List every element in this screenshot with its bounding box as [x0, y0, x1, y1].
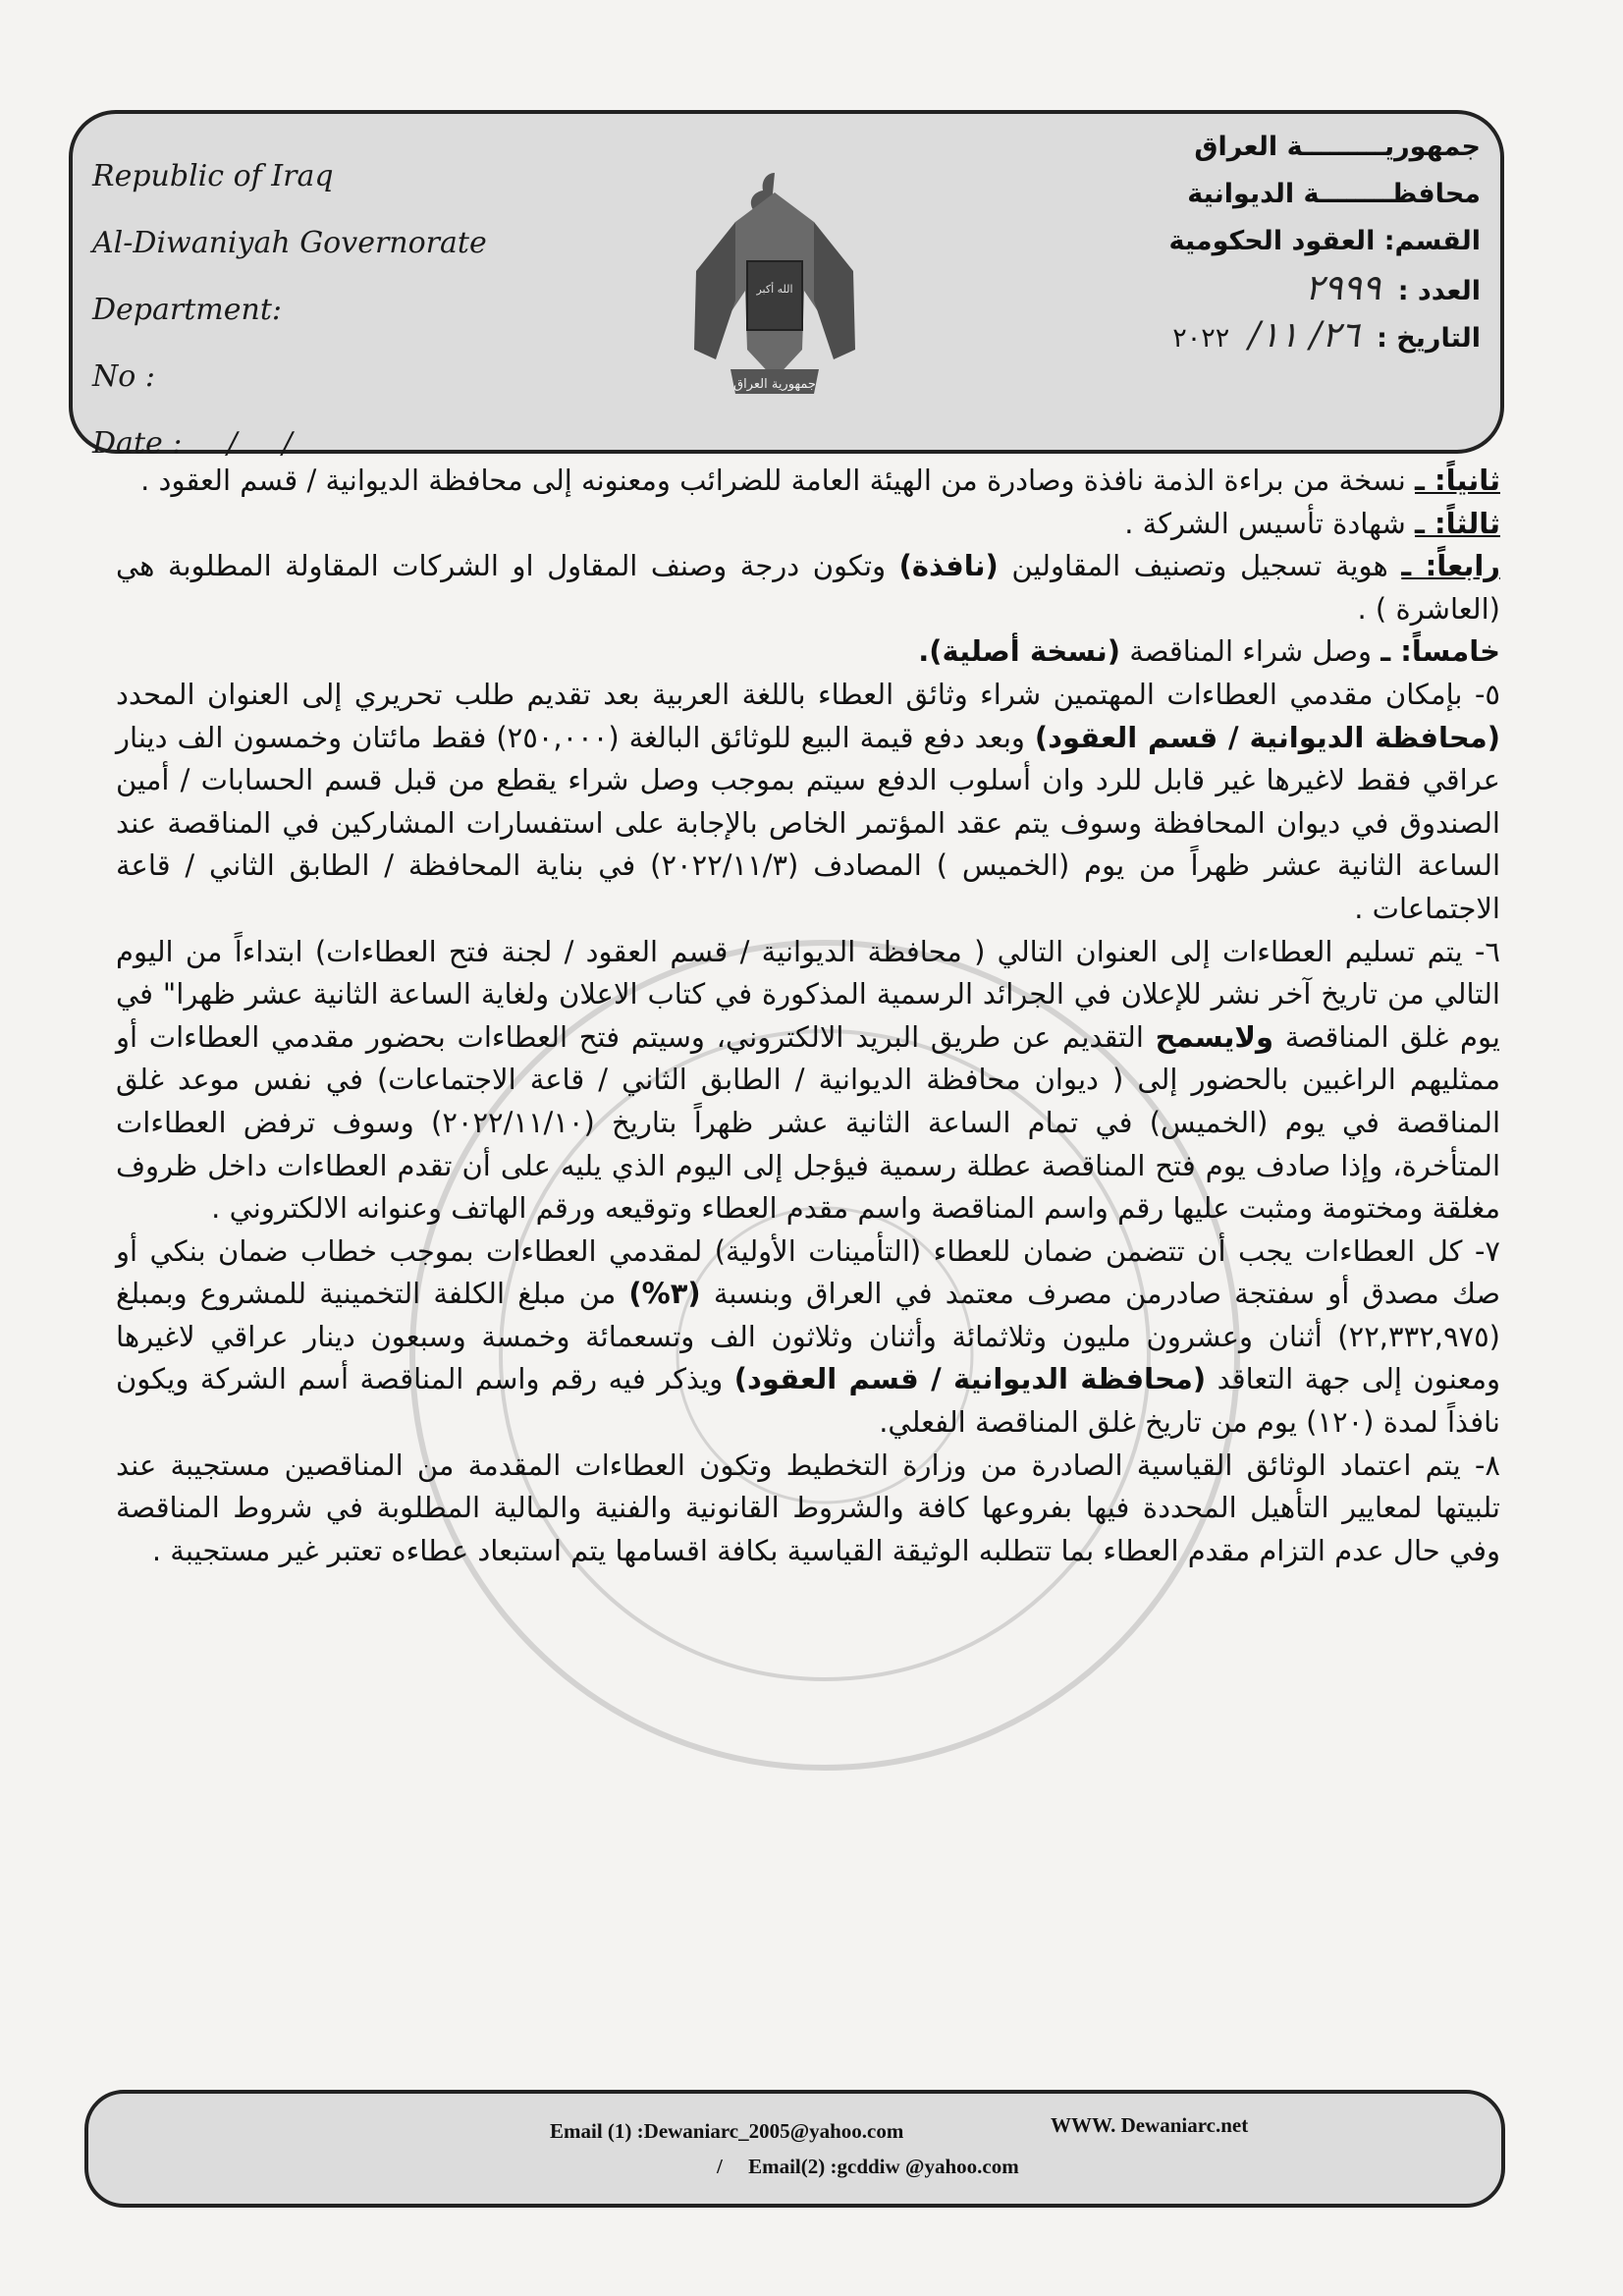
clause-rabiaan-text-2: وتكون درجة وصنف المقاول او الشركات المقاولة المطلوبة هي (العاشرة ) . — [116, 549, 1500, 626]
clause-rabiaan-text-1: هوية تسجيل وتصنيف المقاولين — [998, 549, 1402, 583]
paragraph-5-text-a: ٥- بإمكان مقدمي العطاءات المهتمين شراء وثائق العطاء باللغة العربية بعد تقديم طلب تحريري إلى العنوان المحدد — [116, 677, 1500, 711]
en-governorate: Al-Diwaniyah Governorate — [92, 226, 487, 260]
paragraph-6-text-a: ٦- يتم تسليم العطاءات إلى العنوان التالي ( محافظة الديوانية / قسم العقود / لجنة فتح العطاءات) ابتداءاً من اليوم التالي من تاريخ آخر نشر للإعلان في الجرائد الرسمية المذكورة في كتاب الاعلان ولغاية الساعة الثانية عشر ظهرا" في يوم غلق المناقصة — [116, 934, 1500, 1054]
paragraph-5-text-b: وبعد دفع قيمة البيع للوثائق البالغة (٢٥٠,٠٠٠) فقط مائتان وخمسون الف دينار عراقي فقط لاغيرها غير قابل للرد وان أسلوب الدفع سيتم بموجب وصل شراء يقطع من قبل قسم الحسابات / أمين الصندوق في ديوان المحافظة وسوف يتم عقد المؤتمر الخاص بالإجابة على استفسارات المشاركين في المناقصة عند الساعة الثانية عشر ظهراً من يوم (الخميس ) المصادف (٢٠٢٢/١١/٣) في بناية المحافظة / الطابق الثاني / قاعة الاجتماعات . — [116, 720, 1500, 925]
en-department: Department: — [92, 293, 282, 327]
paragraph-5 — [116, 674, 1500, 931]
clause-thaniyan-label: ثانياً: ـ — [1415, 464, 1500, 497]
footer-email-2: Email(2) :gcddiw @yahoo.com — [748, 2155, 1019, 2178]
document-body — [116, 460, 1500, 1572]
arabic-letterhead — [1068, 124, 1481, 359]
clause-thalithan — [116, 503, 1500, 546]
paragraph-7-text-c: ويذكر فيه رقم واسم المناقصة أسم الشركة ويكون نافذاً لمدة (١٢٠) يوم من تاريخ غلق المناقصة الفعلي. — [116, 1362, 1500, 1440]
clause-thalithan-text: شهادة تأسيس الشركة . — [1124, 506, 1415, 540]
paragraph-7-bold-1: (٣%) — [628, 1277, 701, 1311]
footer-email-1: Email (1) :Dewaniarc_2005@yahoo.com — [550, 2119, 904, 2143]
en-number: No : — [92, 359, 155, 394]
paragraph-7-text-b: من مبلغ الكلفة التخمينية للمشروع وبمبلغ (٢٢,٣٣٢,٩٧٥) أثنان وعشرون مليون وثلاثمائة وأثنان وثلاثون الف وتسعمائة وخمسة وسبعون دينار عراقي لاغيرها ومعنون إلى جهة التعاقد — [116, 1277, 1500, 1396]
paragraph-7-bold-2: (محافظة الديوانية / قسم العقود) — [733, 1362, 1207, 1396]
paragraph-7 — [116, 1230, 1500, 1445]
en-date-slash-1: / — [227, 426, 238, 461]
ar-date-year: ٢٠٢٢ — [1172, 323, 1230, 354]
letterhead — [69, 110, 1504, 461]
en-date-slash-2: / — [282, 426, 293, 461]
en-republic: Republic of Iraq — [92, 159, 334, 193]
iraq-eagle-emblem-icon — [676, 153, 873, 418]
footer-slash: / — [717, 2155, 723, 2178]
footer-website: WWW. Dewaniarc.net — [1051, 2113, 1249, 2137]
paragraph-5-bold: (محافظة الديوانية / قسم العقود) — [1034, 720, 1500, 754]
ar-number-label: العدد : — [1397, 276, 1481, 306]
emblem-shield-text: الله أكبر — [756, 283, 793, 296]
paragraph-7-text-a: ٧- كل العطاءات يجب أن تتضمن ضمان للعطاء (التأمينات الأولية) لمقدمي العطاءات بموجب خطاب ضمان بنكي أو صك مصدق أو سفتجة صادرمن مصرف معتمد في العراق وبنسبة — [116, 1233, 1501, 1311]
paragraph-8: ٨- يتم اعتماد الوثائق القياسية الصادرة من وزارة التخطيط وتكون العطاءات المقدمة من المناقصين مستجيبة عند تلبيتها لمعايير التأهيل المحددة فيها بفروعها كافة والشروط القانونية والفنية والمالية المطلوبة في شروط المناقصة وفي حال عدم التزام مقدم العطاء بما تتطلبه الوثيقة القياسية بكافة اقسامها يتم استبعاد عطاءه تعتبر غير مستجيبة . — [116, 1448, 1500, 1567]
clause-khamisan-text: وصل شراء المناقصة — [1119, 634, 1381, 669]
clause-rabiaan-label: رابعاً: ـ — [1401, 549, 1500, 583]
footer-email-2-row — [717, 2155, 1019, 2179]
clause-thalithan-label: ثالثاً: ـ — [1415, 506, 1500, 540]
paragraph-6 — [116, 931, 1500, 1230]
clause-rabiaan — [116, 545, 1500, 630]
ar-governorate: محافظــــــــة الديوانية — [1187, 179, 1481, 209]
clause-thaniyan — [116, 460, 1500, 503]
ar-number-value: ٢٩٩٩ — [1304, 268, 1381, 308]
clause-khamisan — [116, 630, 1500, 674]
ar-date-label: التاريخ : — [1377, 323, 1481, 354]
ar-republic: جمهوريـــــــــة العراق — [1194, 132, 1481, 162]
clause-thaniyan-text: نسخة من براءة الذمة نافذة وصادرة من الهيئة العامة للضرائب ومعنونه إلى محافظة الديوانية / قسم العقود . — [140, 464, 1415, 497]
contact-footer — [84, 2090, 1505, 2208]
clause-khamisan-bold: (نسخة أصلية). — [918, 634, 1120, 669]
ar-number-row — [1068, 265, 1481, 312]
en-date: Date : — [92, 426, 183, 461]
clause-rabiaan-bold: (نافذة) — [898, 549, 999, 583]
paragraph-6-text-b: التقديم عن طريق البريد الالكتروني، وسيتم فتح العطاءات بحضور مقدمي العطاءات أو ممثليهم الراغبين بالحضور إلى ( ديوان محافظة الديوانية / الطابق الثاني / قاعة الاجتماعات) في نفس موعد غلق المناقصة في يوم (الخميس) في تمام الساعة الثانية عشر ظهراً بتاريخ (٢٠٢٢/١١/١٠) وسوف ترفض العطاءات المتأخرة، وإذا صادف يوم فتح المناقصة عطلة رسمية فيؤجل إلى اليوم الذي يليه على أن تقدم العطاءات داخل ظروف مغلقة ومختومة ومثبت عليها رقم واسم المناقصة واسم مقدم العطاء وتوقيعه ورقم الهاتف وعنوانه الالكتروني . — [116, 1019, 1501, 1226]
clause-khamisan-label: خامساً: ـ — [1380, 634, 1500, 669]
emblem-caption: جمهورية العراق — [733, 377, 816, 392]
ar-date-handwritten: ٢٦/ ١١/ — [1248, 315, 1360, 355]
ar-date-row — [1068, 312, 1481, 359]
paragraph-6-bold: ولايسمح — [1155, 1019, 1274, 1054]
ar-department: القسم: العقود الحكومية — [1168, 226, 1481, 256]
english-letterhead — [92, 143, 603, 477]
